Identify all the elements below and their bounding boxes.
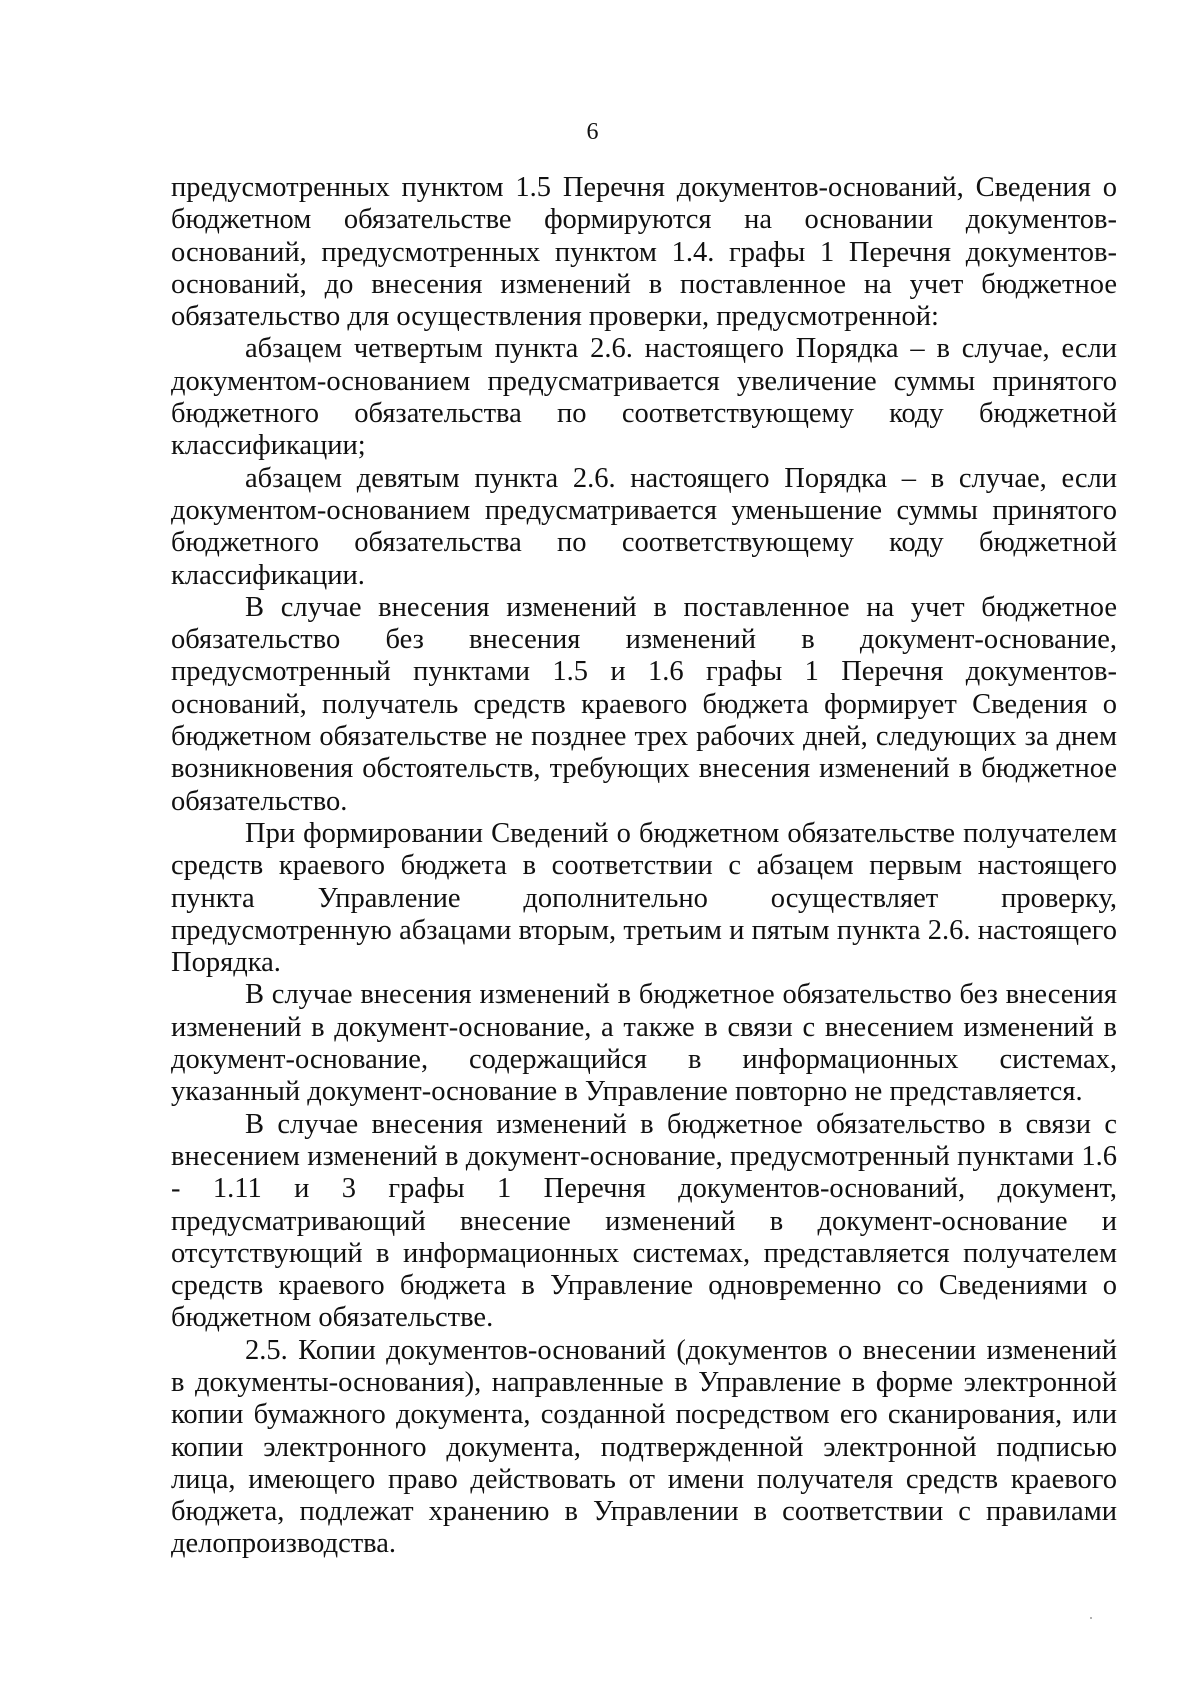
paragraph-continuation: предусмотренных пунктом 1.5 Перечня документов-оснований, Сведения о бюджетном обязательстве формируются на основании документов-оснований, предусмотренных пунктом 1.4. графы 1 Перечня документов-оснований, до внесения изменений в поставленное на учет бюджетное обязательство для осуществления проверки, предусмотренной: bbox=[171, 172, 1117, 333]
paragraph-submitted-simultaneously: В случае внесения изменений в бюджетное обязательство в связи с внесением изменений в документ-основание, предусмотренный пунктами 1.6 - 1.11 и 3 графы 1 Перечня документов-оснований, документ, предусматривающий внесение изменений в документ-основание и отсутствующий в информационных системах, представляется получателем средств краевого бюджета в Управление одновременно со Сведениями о бюджетном обязательстве. bbox=[171, 1108, 1117, 1334]
paragraph-forming-information: При формировании Сведений о бюджетном обязательстве получателем средств краевого бюджета в соответствии с абзацем первым настоящего пункта Управление дополнительно осуществляет проверку, предусмотренную абзацами вторым, третьим и пятым пункта 2.6. настоящего Порядка. bbox=[171, 817, 1117, 979]
document-body bbox=[171, 172, 1117, 1561]
paragraph-not-resubmitted: В случае внесения изменений в бюджетное обязательство без внесения изменений в документ-основание, а также в связи с внесением изменений в документ-основание, содержащийся в информационных системах, указанный документ-основание в Управление повторно не представляется. bbox=[171, 979, 1117, 1108]
paragraph-section-2-5: 2.5. Копии документов-оснований (документов о внесении изменений в документы-основания), направленные в Управление в форме электронной копии бумажного документа, созданной посредством его сканирования, или копии электронного документа, подтвержденной электронной подписью лица, имеющего право действовать от имени получателя средств краевого бюджета, подлежат хранению в Управлении в соответствии с правилами делопроизводства. bbox=[171, 1334, 1117, 1560]
paragraph-ninth-subparagraph: абзацем девятым пункта 2.6. настоящего Порядка – в случае, если документом-основанием предусматривается уменьшение суммы принятого бюджетного обязательства по соответствующему коду бюджетной классификации. bbox=[171, 462, 1117, 591]
paragraph-fourth-subparagraph: абзацем четвертым пункта 2.6. настоящего Порядка – в случае, если документом-основанием предусматривается увеличение суммы принятого бюджетного обязательства по соответствующему коду бюджетной классификации; bbox=[171, 333, 1117, 462]
scan-speck bbox=[1090, 1617, 1092, 1619]
page-number: 6 bbox=[586, 119, 599, 145]
paragraph-changes-without-basis: В случае внесения изменений в поставленное на учет бюджетное обязательство без внесения изменений в документ-основание, предусмотренный пунктами 1.5 и 1.6 графы 1 Перечня документов-оснований, получатель средств краевого бюджета формирует Сведения о бюджетном обязательстве не позднее трех рабочих дней, следующих за днем возникновения обстоятельств, требующих внесения изменений в бюджетное обязательство. bbox=[171, 591, 1117, 817]
